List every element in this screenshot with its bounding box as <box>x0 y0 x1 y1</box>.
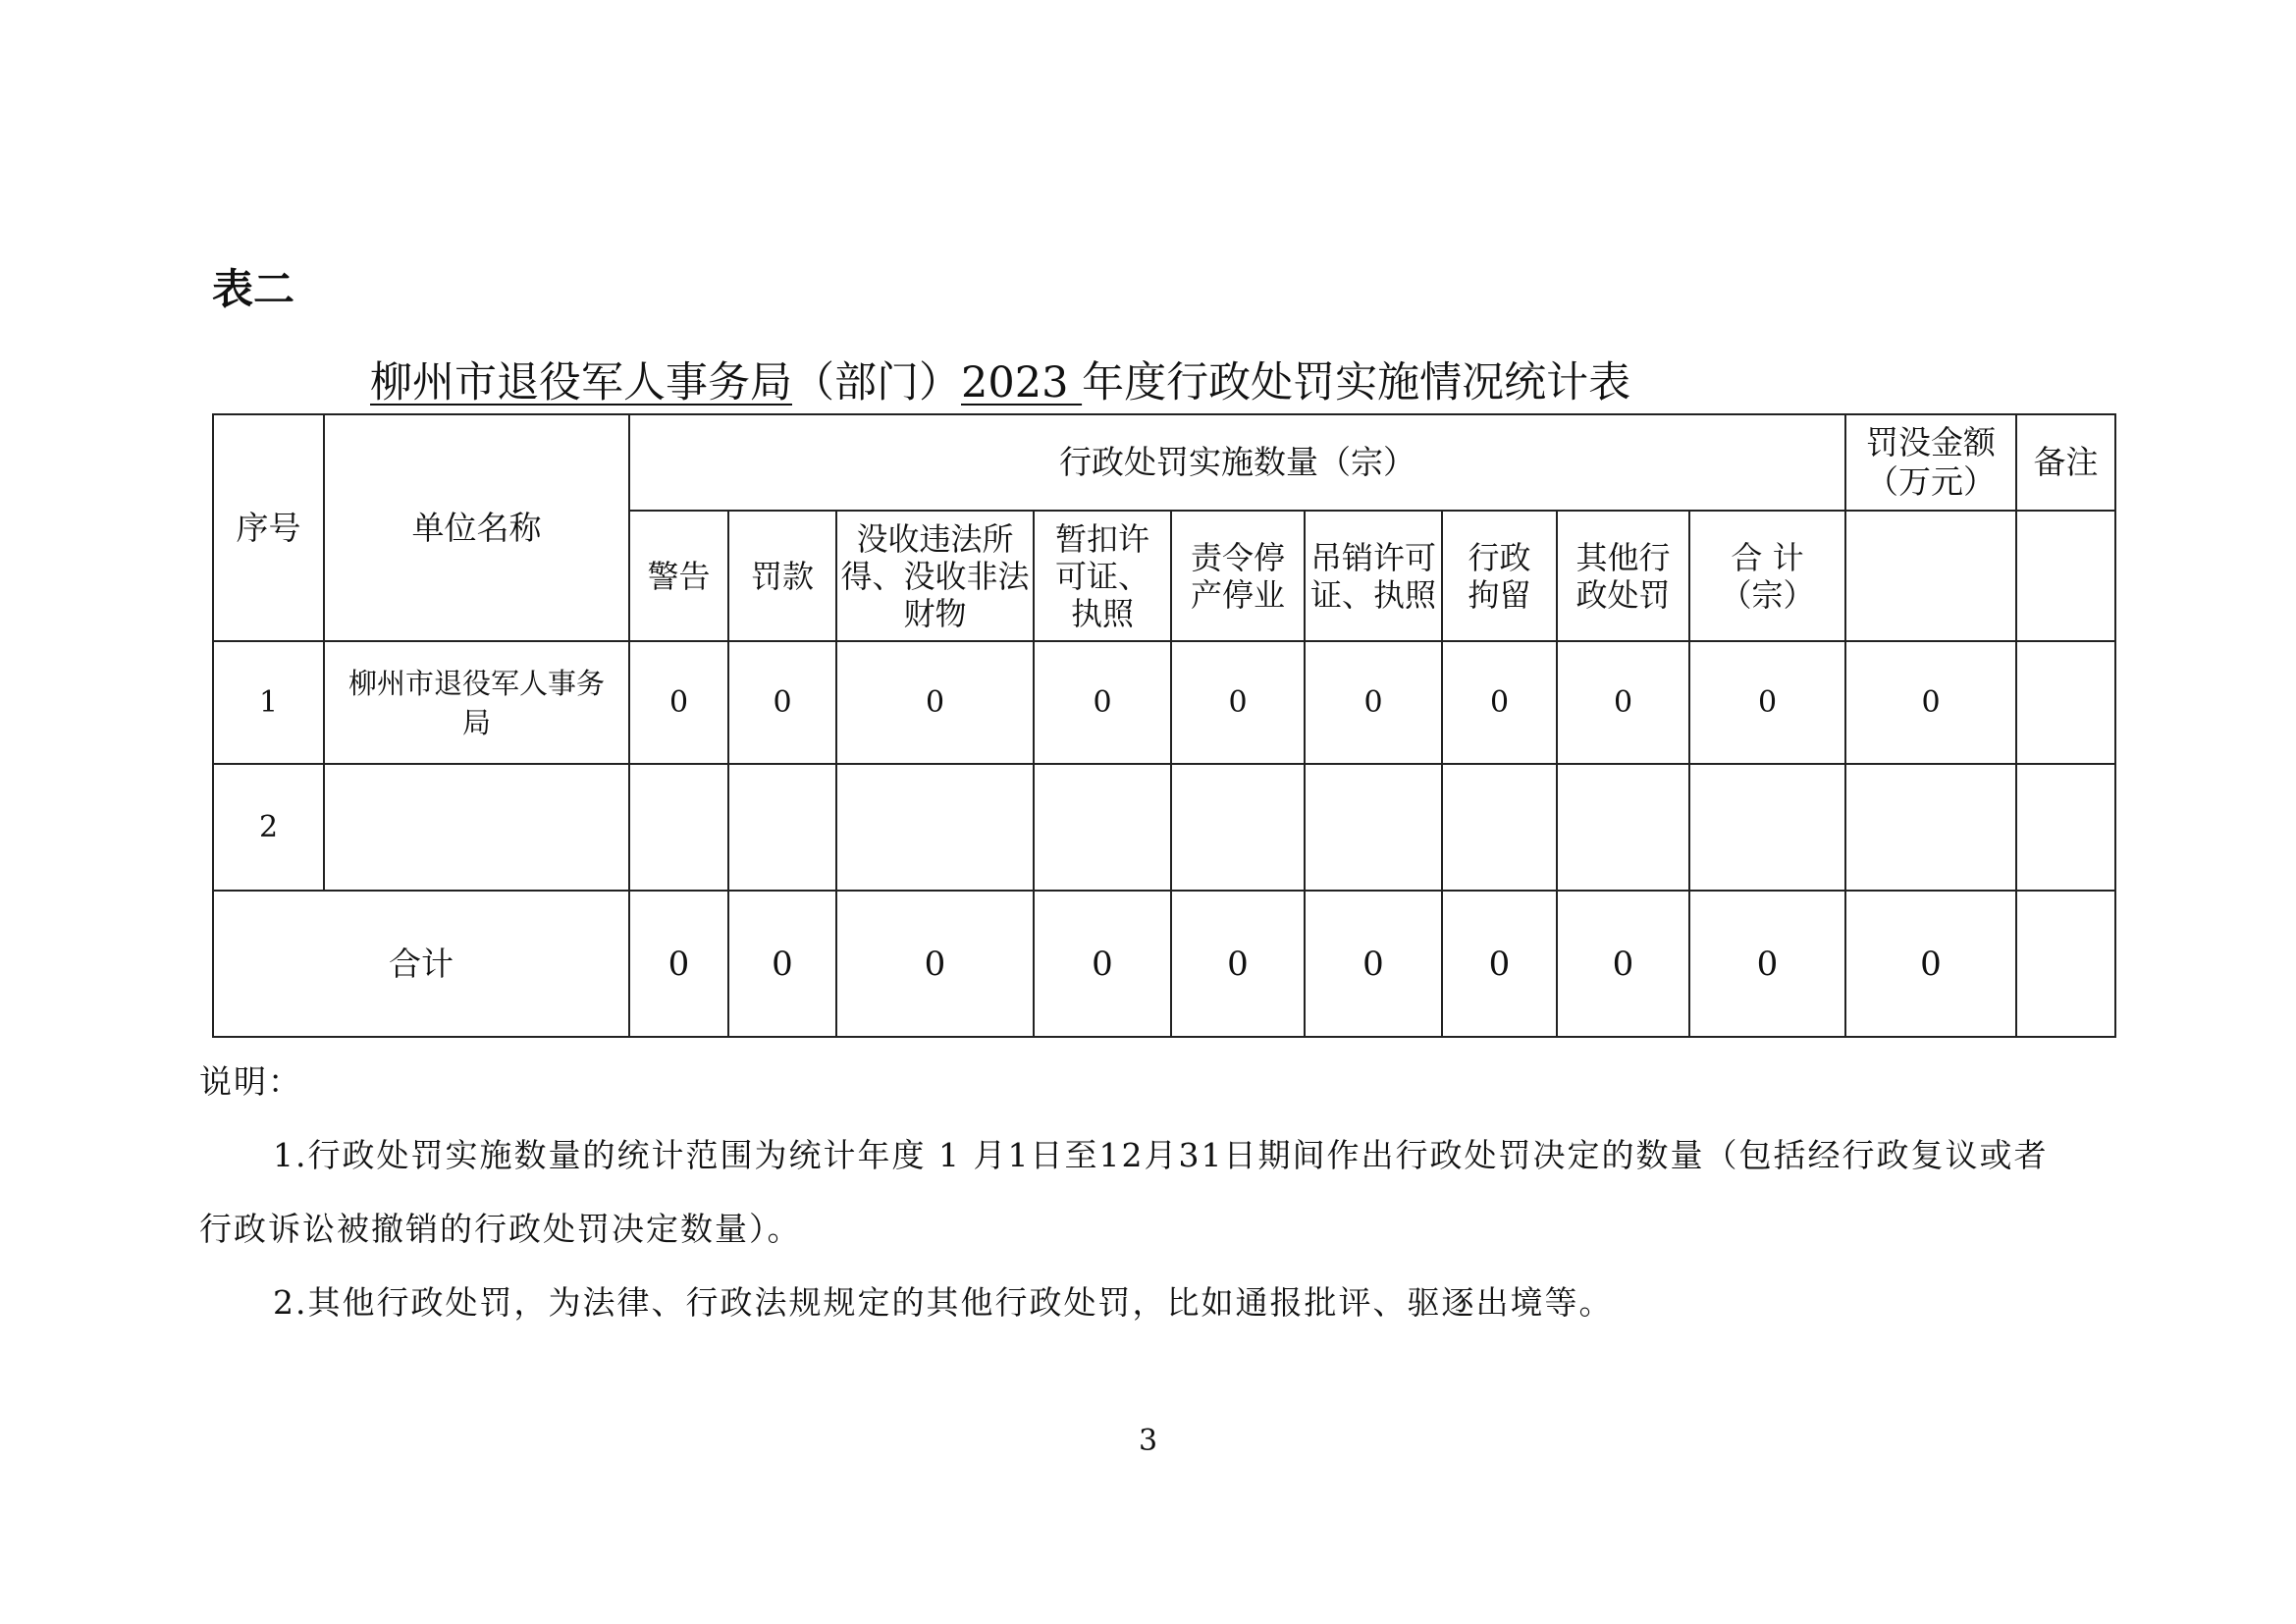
total-value: 0 <box>1442 891 1557 1037</box>
subheader-remark-blank <box>2016 511 2115 641</box>
title-rest: 年度行政处罚实施情况统计表 <box>1082 358 1631 407</box>
cell-value <box>1171 764 1305 891</box>
cell-remark <box>2016 764 2115 891</box>
cell-value <box>728 764 836 891</box>
total-label: 合计 <box>213 891 629 1037</box>
cell-remark <box>2016 641 2115 764</box>
cell-value: 0 <box>836 641 1034 764</box>
cell-value: 0 <box>1442 641 1557 764</box>
cell-value <box>1442 764 1557 891</box>
subheader-production-halt: 责令停产停业 <box>1171 511 1305 641</box>
note-item-1-line-2: 行政诉讼被撤销的行政处罚决定数量）。 <box>199 1210 802 1248</box>
cell-value <box>1557 764 1689 891</box>
subheader-total-cases: 合 计（宗） <box>1689 511 1845 641</box>
total-value: 0 <box>1305 891 1442 1037</box>
note-item-1-line-1: 1.行政处罚实施数量的统计范围为统计年度 1 月1日至12月31日期间作出行政处罚决定的数量（包括经行政复议或者 <box>273 1136 2049 1174</box>
total-value: 0 <box>836 891 1034 1037</box>
subheader-fine: 罚款 <box>728 511 836 641</box>
subheader-confiscation: 没收违法所得、没收非法财物 <box>836 511 1034 641</box>
header-fine-amount: 罚没金额（万元） <box>1845 414 2016 511</box>
row-seq: 1 <box>213 641 324 764</box>
header-remark: 备注 <box>2016 414 2115 511</box>
cell-value: 0 <box>1305 641 1442 764</box>
header-penalty-quantity: 行政处罚实施数量（宗） <box>629 414 1845 511</box>
total-value: 0 <box>1689 891 1845 1037</box>
penalty-statistics-table <box>212 413 2116 1038</box>
subheader-warning: 警告 <box>629 511 728 641</box>
header-unit-name: 单位名称 <box>324 414 629 641</box>
subheader-license-revocation: 吊销许可证、执照 <box>1305 511 1442 641</box>
cell-value: 0 <box>1034 641 1171 764</box>
subheader-fine-amount-blank <box>1845 511 2016 641</box>
subheader-other-penalty: 其他行政处罚 <box>1557 511 1689 641</box>
cell-value <box>1305 764 1442 891</box>
table-label: 表二 <box>212 265 295 313</box>
cell-value: 0 <box>728 641 836 764</box>
title-year: 2023 <box>961 358 1083 407</box>
table-row <box>213 641 2115 764</box>
total-fine-amount: 0 <box>1845 891 2016 1037</box>
cell-value: 0 <box>1557 641 1689 764</box>
cell-value <box>836 764 1034 891</box>
row-unit-name: 柳州市退役军人事务局 <box>324 641 629 764</box>
cell-value: 0 <box>629 641 728 764</box>
row-seq: 2 <box>213 764 324 891</box>
total-value: 0 <box>1557 891 1689 1037</box>
cell-fine-amount <box>1845 764 2016 891</box>
row-unit-name <box>324 764 629 891</box>
subheader-detention: 行政拘留 <box>1442 511 1557 641</box>
total-value: 0 <box>1034 891 1171 1037</box>
cell-value <box>629 764 728 891</box>
table-row <box>213 764 2115 891</box>
subheader-license-suspension: 暂扣许可证、执照 <box>1034 511 1171 641</box>
page-number: 3 <box>1138 1424 1158 1458</box>
cell-value <box>1689 764 1845 891</box>
cell-fine-amount: 0 <box>1845 641 2016 764</box>
document-title <box>370 355 1630 410</box>
total-row <box>213 891 2115 1037</box>
cell-value <box>1034 764 1171 891</box>
total-value: 0 <box>1171 891 1305 1037</box>
cell-value: 0 <box>1689 641 1845 764</box>
note-item-2: 2.其他行政处罚，为法律、行政法规规定的其他行政处罚，比如通报批评、驱逐出境等。 <box>273 1283 1614 1322</box>
header-seq: 序号 <box>213 414 324 641</box>
notes-heading: 说明： <box>199 1062 302 1101</box>
total-value: 0 <box>629 891 728 1037</box>
total-value: 0 <box>728 891 836 1037</box>
total-remark <box>2016 891 2115 1037</box>
cell-value: 0 <box>1171 641 1305 764</box>
title-organization: 柳州市退役军人事务局 <box>370 358 792 407</box>
title-department: （部门） <box>792 358 961 407</box>
